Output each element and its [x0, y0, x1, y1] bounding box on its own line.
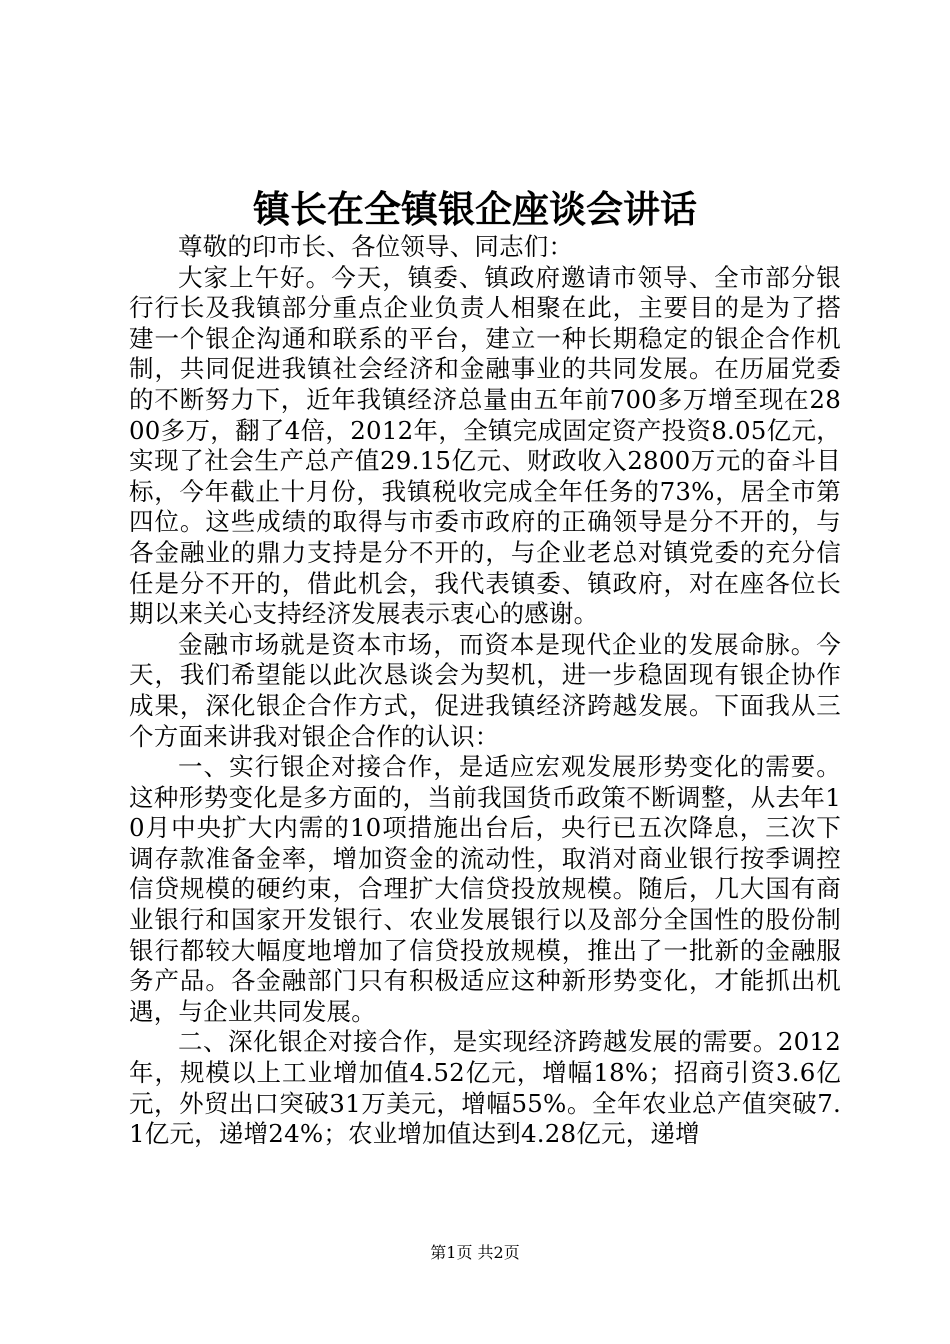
paragraph-point-one: 一、实行银企对接合作，是适应宏观发展形势变化的需要。这种形势变化是多方面的，当前我国货币政策不断调整，从去年10月中央扩大内需的10项措施出台后，央行已五次降息，三次下调存款准备金率，增加资金的流动性，取消对商业银行按季调控信贷规模的硬约束，合理扩大信贷投放规模。随后，几大国有商业银行和国家开发银行、农业发展银行以及部分全国性的股份制银行都较大幅度地增加了信贷投放规模，推出了一批新的金融服务产品。各金融部门只有积极适应这种新形势变化，才能抓出机遇，与企业共同发展。 — [129, 752, 841, 1026]
page-number-footer: 第1页 共2页 — [430, 1243, 520, 1262]
paragraph-finance-market: 金融市场就是资本市场，而资本是现代企业的发展命脉。今天，我们希望能以此次恳谈会为契机，进一步稳固现有银企协作成果，深化银企合作方式，促进我镇经济跨越发展。下面我从三个方面来讲我对银企合作的认识： — [129, 629, 841, 751]
salutation: 尊敬的印市长、各位领导、同志们： — [178, 232, 574, 261]
document-body — [129, 232, 841, 1150]
document-title: 镇长在全镇银企座谈会讲话 — [253, 187, 697, 231]
paragraph-opening: 大家上午好。今天，镇委、镇政府邀请市领导、全市部分银行行长及我镇部分重点企业负责人相聚在此，主要目的是为了搭建一个银企沟通和联系的平台，建立一种长期稳定的银企合作机制，共同促进我镇社会经济和金融事业的共同发展。在历届党委的不断努力下，近年我镇经济总量由五年前700多万增至现在2800多万，翻了4倍，2012年，全镇完成固定资产投资8.05亿元，实现了社会生产总产值29.15亿元、财政收入2800万元的奋斗目标，今年截止十月份，我镇税收完成全年任务的73%，居全市第四位。这些成绩的取得与市委市政府的正确领导是分不开的，与各金融业的鼎力支持是分不开的，与企业老总对镇党委的充分信任是分不开的，借此机会，我代表镇委、镇政府，对在座各位长期以来关心支持经济发展表示衷心的感谢。 — [129, 262, 841, 629]
paragraph-point-two: 二、深化银企对接合作，是实现经济跨越发展的需要。2012年，规模以上工业增加值4.52亿元，增幅18%；招商引资3.6亿元，外贸出口突破31万美元，增幅55%。全年农业总产值突破7.1亿元，递增24%；农业增加值达到4.28亿元，递增 — [129, 1027, 841, 1149]
